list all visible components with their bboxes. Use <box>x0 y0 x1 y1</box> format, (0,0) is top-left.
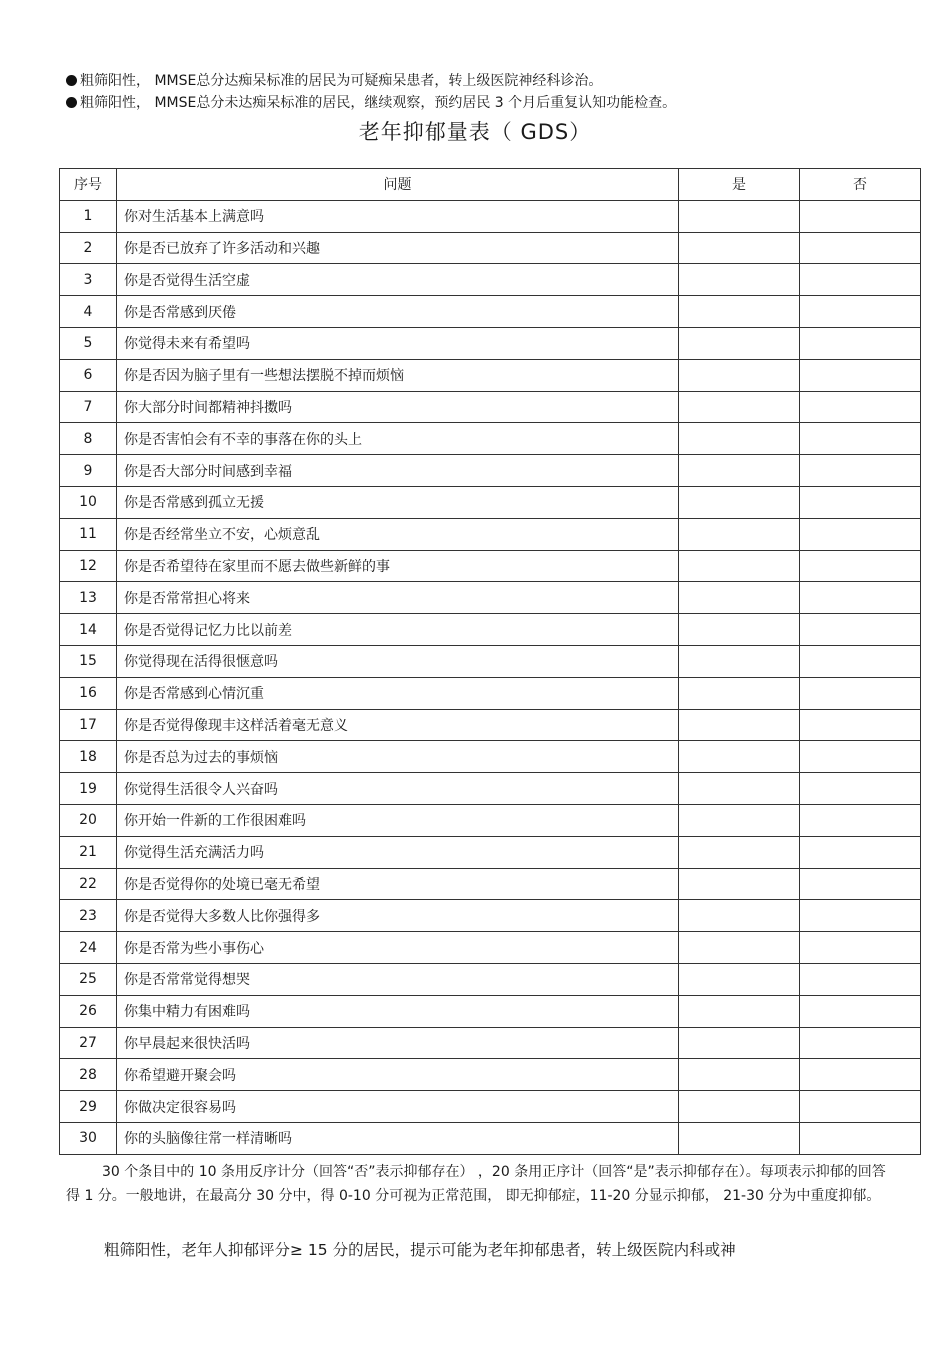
answer-yes-cell[interactable] <box>679 518 800 550</box>
answer-no-cell[interactable] <box>800 518 921 550</box>
row-index: 8 <box>60 423 117 455</box>
answer-yes-cell[interactable] <box>679 900 800 932</box>
row-question: 你是否觉得大多数人比你强得多 <box>117 900 679 932</box>
answer-yes-cell[interactable] <box>679 1122 800 1154</box>
row-index: 19 <box>60 773 117 805</box>
gds-table <box>59 168 921 1155</box>
note-text: 粗筛阳性， MMSE总分达痴呆标准的居民为可疑痴呆患者，转上级医院神经科诊治。 <box>80 73 603 89</box>
row-index: 13 <box>60 582 117 614</box>
header-yes: 是 <box>679 169 800 201</box>
answer-no-cell[interactable] <box>800 709 921 741</box>
row-index: 10 <box>60 486 117 518</box>
row-question: 你是否常感到心情沉重 <box>117 677 679 709</box>
answer-no-cell[interactable] <box>800 645 921 677</box>
answer-yes-cell[interactable] <box>679 963 800 995</box>
row-index: 25 <box>60 963 117 995</box>
answer-yes-cell[interactable] <box>679 582 800 614</box>
answer-no-cell[interactable] <box>800 391 921 423</box>
row-index: 30 <box>60 1122 117 1154</box>
row-index: 20 <box>60 804 117 836</box>
answer-yes-cell[interactable] <box>679 645 800 677</box>
answer-no-cell[interactable] <box>800 423 921 455</box>
answer-no-cell[interactable] <box>800 550 921 582</box>
page-title: 老年抑郁量表（ GDS） <box>358 120 592 144</box>
row-question: 你希望避开聚会吗 <box>117 1059 679 1091</box>
table-row <box>60 868 921 900</box>
row-question: 你是否常为些小事伤心 <box>117 932 679 964</box>
row-index: 22 <box>60 868 117 900</box>
header-index: 序号 <box>60 169 117 201</box>
table-row <box>60 486 921 518</box>
note-line <box>66 92 676 114</box>
row-index: 11 <box>60 518 117 550</box>
answer-no-cell[interactable] <box>800 582 921 614</box>
answer-no-cell[interactable] <box>800 963 921 995</box>
footer-text: 粗筛阳性，老年人抑郁评分≥ 15 分的居民，提示可能为老年抑郁患者，转上级医院内科或神 <box>104 1241 736 1259</box>
row-index: 6 <box>60 359 117 391</box>
row-index: 7 <box>60 391 117 423</box>
answer-yes-cell[interactable] <box>679 264 800 296</box>
table-row <box>60 900 921 932</box>
answer-no-cell[interactable] <box>800 614 921 646</box>
answer-yes-cell[interactable] <box>679 868 800 900</box>
row-question: 你觉得生活充满活力吗 <box>117 836 679 868</box>
table-row <box>60 677 921 709</box>
row-index: 15 <box>60 645 117 677</box>
table-row <box>60 995 921 1027</box>
table-row <box>60 963 921 995</box>
answer-no-cell[interactable] <box>800 995 921 1027</box>
table-row <box>60 1059 921 1091</box>
table-row <box>60 359 921 391</box>
answer-yes-cell[interactable] <box>679 1059 800 1091</box>
answer-yes-cell[interactable] <box>679 232 800 264</box>
answer-yes-cell[interactable] <box>679 804 800 836</box>
answer-yes-cell[interactable] <box>679 1091 800 1123</box>
answer-no-cell[interactable] <box>800 1027 921 1059</box>
answer-yes-cell[interactable] <box>679 455 800 487</box>
row-question: 你大部分时间都精神抖擞吗 <box>117 391 679 423</box>
answer-yes-cell[interactable] <box>679 614 800 646</box>
row-index: 2 <box>60 232 117 264</box>
row-question: 你是否害怕会有不幸的事落在你的头上 <box>117 423 679 455</box>
answer-yes-cell[interactable] <box>679 423 800 455</box>
table-row <box>60 518 921 550</box>
note-text: 粗筛阳性， MMSE总分未达痴呆标准的居民，继续观察，预约居民 3 个月后重复认知功能检查。 <box>80 95 677 111</box>
answer-yes-cell[interactable] <box>679 741 800 773</box>
row-question: 你是否总为过去的事烦恼 <box>117 741 679 773</box>
answer-yes-cell[interactable] <box>679 327 800 359</box>
table-row <box>60 423 921 455</box>
answer-no-cell[interactable] <box>800 677 921 709</box>
answer-no-cell[interactable] <box>800 296 921 328</box>
table-row <box>60 391 921 423</box>
table-row <box>60 773 921 805</box>
row-index: 3 <box>60 264 117 296</box>
table-row <box>60 709 921 741</box>
answer-yes-cell[interactable] <box>679 486 800 518</box>
row-question: 你是否觉得你的处境已毫无希望 <box>117 868 679 900</box>
row-question: 你觉得现在活得很惬意吗 <box>117 645 679 677</box>
row-index: 12 <box>60 550 117 582</box>
table-row <box>60 264 921 296</box>
answer-yes-cell[interactable] <box>679 1027 800 1059</box>
table-row <box>60 741 921 773</box>
row-index: 18 <box>60 741 117 773</box>
row-question: 你是否常常觉得想哭 <box>117 963 679 995</box>
row-question: 你觉得未来有希望吗 <box>117 327 679 359</box>
answer-yes-cell[interactable] <box>679 391 800 423</box>
answer-yes-cell[interactable] <box>679 995 800 1027</box>
table-row <box>60 296 921 328</box>
row-index: 5 <box>60 327 117 359</box>
bullet-icon <box>66 97 77 108</box>
row-question: 你做决定很容易吗 <box>117 1091 679 1123</box>
row-index: 28 <box>60 1059 117 1091</box>
row-question: 你是否觉得生活空虚 <box>117 264 679 296</box>
row-index: 9 <box>60 455 117 487</box>
answer-no-cell[interactable] <box>800 900 921 932</box>
table-row <box>60 614 921 646</box>
row-index: 14 <box>60 614 117 646</box>
row-index: 1 <box>60 200 117 232</box>
answer-yes-cell[interactable] <box>679 709 800 741</box>
table-row <box>60 836 921 868</box>
answer-no-cell[interactable] <box>800 1059 921 1091</box>
row-index: 21 <box>60 836 117 868</box>
answer-yes-cell[interactable] <box>679 296 800 328</box>
answer-no-cell[interactable] <box>800 232 921 264</box>
table-row <box>60 232 921 264</box>
answer-no-cell[interactable] <box>800 200 921 232</box>
answer-no-cell[interactable] <box>800 836 921 868</box>
row-index: 27 <box>60 1027 117 1059</box>
row-question: 你开始一件新的工作很困难吗 <box>117 804 679 836</box>
row-question: 你对生活基本上满意吗 <box>117 200 679 232</box>
table-row <box>60 1091 921 1123</box>
header-no: 否 <box>800 169 921 201</box>
table-row <box>60 582 921 614</box>
row-question: 你是否常感到孤立无援 <box>117 486 679 518</box>
answer-no-cell[interactable] <box>800 486 921 518</box>
answer-yes-cell[interactable] <box>679 200 800 232</box>
answer-yes-cell[interactable] <box>679 773 800 805</box>
scoring-note-text: 30 个条目中的 10 条用反序计分（回答“否”表示抑郁存在） ，20 条用正序计（回答“是”表示抑郁存在）。每项表示抑郁的回答得 1 分。一般地讲，在最高分 30 分中，得 0-10 分可视为正常范围， 即无抑郁症，11-20 分显示抑郁， 21-30 分为中重度抑郁。 <box>66 1164 886 1204</box>
row-index: 29 <box>60 1091 117 1123</box>
table-row <box>60 932 921 964</box>
row-index: 26 <box>60 995 117 1027</box>
row-question: 你是否大部分时间感到幸福 <box>117 455 679 487</box>
answer-no-cell[interactable] <box>800 932 921 964</box>
answer-no-cell[interactable] <box>800 327 921 359</box>
row-index: 23 <box>60 900 117 932</box>
answer-no-cell[interactable] <box>800 264 921 296</box>
row-question: 你是否觉得像现丰这样活着毫无意义 <box>117 709 679 741</box>
scoring-note <box>66 1160 886 1208</box>
header-question: 问题 <box>117 169 679 201</box>
row-question: 你是否常常担心将来 <box>117 582 679 614</box>
top-notes <box>66 70 676 114</box>
answer-yes-cell[interactable] <box>679 550 800 582</box>
answer-yes-cell[interactable] <box>679 359 800 391</box>
table-body <box>60 200 921 1154</box>
answer-yes-cell[interactable] <box>679 677 800 709</box>
table-row <box>60 550 921 582</box>
row-question: 你是否经常坐立不安，心烦意乱 <box>117 518 679 550</box>
row-question: 你早晨起来很快活吗 <box>117 1027 679 1059</box>
row-index: 17 <box>60 709 117 741</box>
answer-no-cell[interactable] <box>800 868 921 900</box>
row-question: 你是否因为脑子里有一些想法摆脱不掉而烦恼 <box>117 359 679 391</box>
row-index: 24 <box>60 932 117 964</box>
answer-no-cell[interactable] <box>800 359 921 391</box>
row-question: 你是否希望待在家里而不愿去做些新鲜的事 <box>117 550 679 582</box>
answer-no-cell[interactable] <box>800 455 921 487</box>
table-row <box>60 1122 921 1154</box>
row-question: 你的头脑像往常一样清晰吗 <box>117 1122 679 1154</box>
row-index: 16 <box>60 677 117 709</box>
table-row <box>60 645 921 677</box>
table-row <box>60 455 921 487</box>
row-index: 4 <box>60 296 117 328</box>
answer-no-cell[interactable] <box>800 773 921 805</box>
table-row <box>60 1027 921 1059</box>
table-row <box>60 327 921 359</box>
table-row <box>60 804 921 836</box>
row-question: 你是否觉得记忆力比以前差 <box>117 614 679 646</box>
answer-yes-cell[interactable] <box>679 836 800 868</box>
row-question: 你是否常感到厌倦 <box>117 296 679 328</box>
answer-no-cell[interactable] <box>800 804 921 836</box>
row-question: 你集中精力有困难吗 <box>117 995 679 1027</box>
answer-no-cell[interactable] <box>800 1122 921 1154</box>
note-line <box>66 70 676 92</box>
answer-no-cell[interactable] <box>800 741 921 773</box>
answer-yes-cell[interactable] <box>679 932 800 964</box>
table-header-row <box>60 169 921 201</box>
table-row <box>60 200 921 232</box>
row-question: 你是否已放弃了许多活动和兴趣 <box>117 232 679 264</box>
answer-no-cell[interactable] <box>800 1091 921 1123</box>
row-question: 你觉得生活很令人兴奋吗 <box>117 773 679 805</box>
bullet-icon <box>66 75 77 86</box>
